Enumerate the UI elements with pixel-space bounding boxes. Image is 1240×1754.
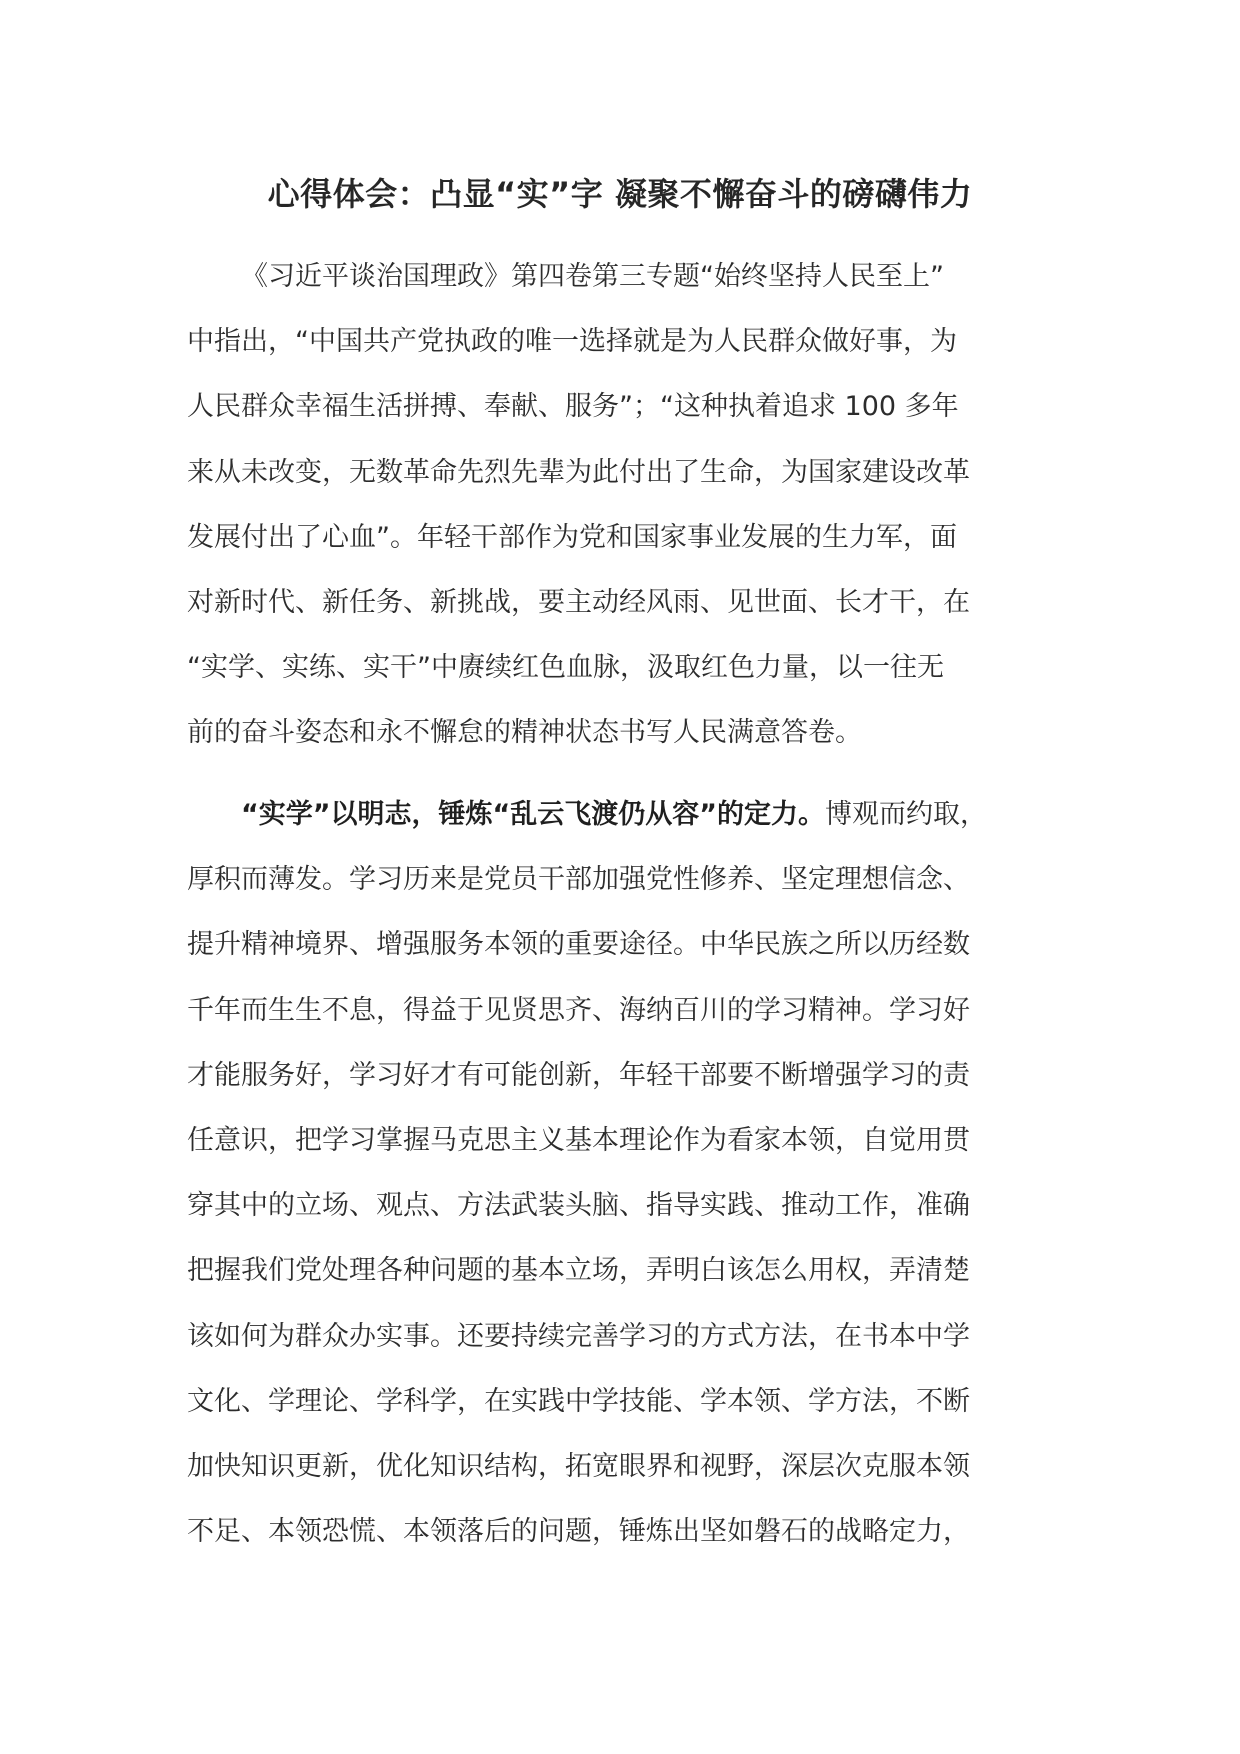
paragraph-line: 厚积而薄发。学习历来是党员干部加强党性修养、坚定理想信念、 xyxy=(187,864,970,896)
paragraph-line: 人民群众幸福生活拼搏、奉献、服务”；“这种执着追求 100 多年 xyxy=(187,391,959,423)
paragraph-line: 提升精神境界、增强服务本领的重要途径。中华民族之所以历经数 xyxy=(187,929,970,961)
paragraph-line: 不足、本领恐慌、本领落后的问题，锤炼出坚如磐石的战略定力， xyxy=(187,1516,970,1548)
document-title: 心得体会：凸显“实”字 凝聚不懈奋斗的磅礴伟力 xyxy=(267,175,973,213)
paragraph-line: 任意识，把学习掌握马克思主义基本理论作为看家本领，自觉用贯 xyxy=(187,1124,970,1156)
paragraph-line: 《习近平谈治国理政》第四卷第三专题“始终坚持人民至上” xyxy=(241,261,944,292)
paragraph-line: 对新时代、新任务、新挑战，要主动经风雨、见世面、长才干，在 xyxy=(187,586,970,618)
paragraph-1 xyxy=(187,244,1053,766)
paragraph-line: 该如何为群众办实事。还要持续完善学习的方式方法，在书本中学 xyxy=(187,1320,970,1352)
paragraph-line: 发展付出了心血”。年轻干部作为党和国家事业发展的生力军，面 xyxy=(187,521,957,553)
paragraph-line: 前的奋斗姿态和永不懈怠的精神状态书写人民满意答卷。 xyxy=(187,717,862,749)
paragraph-line: “实学、实练、实干”中赓续红色血脉，汲取红色力量，以一往无 xyxy=(187,652,944,684)
paragraph-line: 才能服务好，学习好才有可能创新，年轻干部要不断增强学习的责 xyxy=(187,1059,970,1091)
paragraph-first-line-rest: 博观而约取， xyxy=(824,799,987,830)
paragraph-first-line xyxy=(187,782,1053,847)
paragraph-line: 中指出，“中国共产党执政的唯一选择就是为人民群众做好事，为 xyxy=(187,326,957,358)
paragraph-line: 千年而生生不息，得益于见贤思齐、海纳百川的学习精神。学习好 xyxy=(187,994,970,1026)
paragraph-line: 文化、学理论、学科学，在实践中学技能、学本领、学方法，不断 xyxy=(187,1385,970,1417)
paragraph-lead-heading: “实学”以明志，锤炼“乱云飞渡仍从容”的定力。 xyxy=(241,799,825,830)
paragraph-line: 加快知识更新，优化知识结构，拓宽眼界和视野，深层次克服本领 xyxy=(187,1450,970,1482)
paragraph-line: 来从未改变，无数革命先烈先辈为此付出了生命，为国家建设改革 xyxy=(187,456,970,488)
paragraph-2 xyxy=(187,782,1053,1564)
paragraph-line: 把握我们党处理各种问题的基本立场，弄明白该怎么用权，弄清楚 xyxy=(187,1255,970,1287)
paragraph-line: 穿其中的立场、观点、方法武装头脑、指导实践、推动工作，准确 xyxy=(187,1190,970,1222)
